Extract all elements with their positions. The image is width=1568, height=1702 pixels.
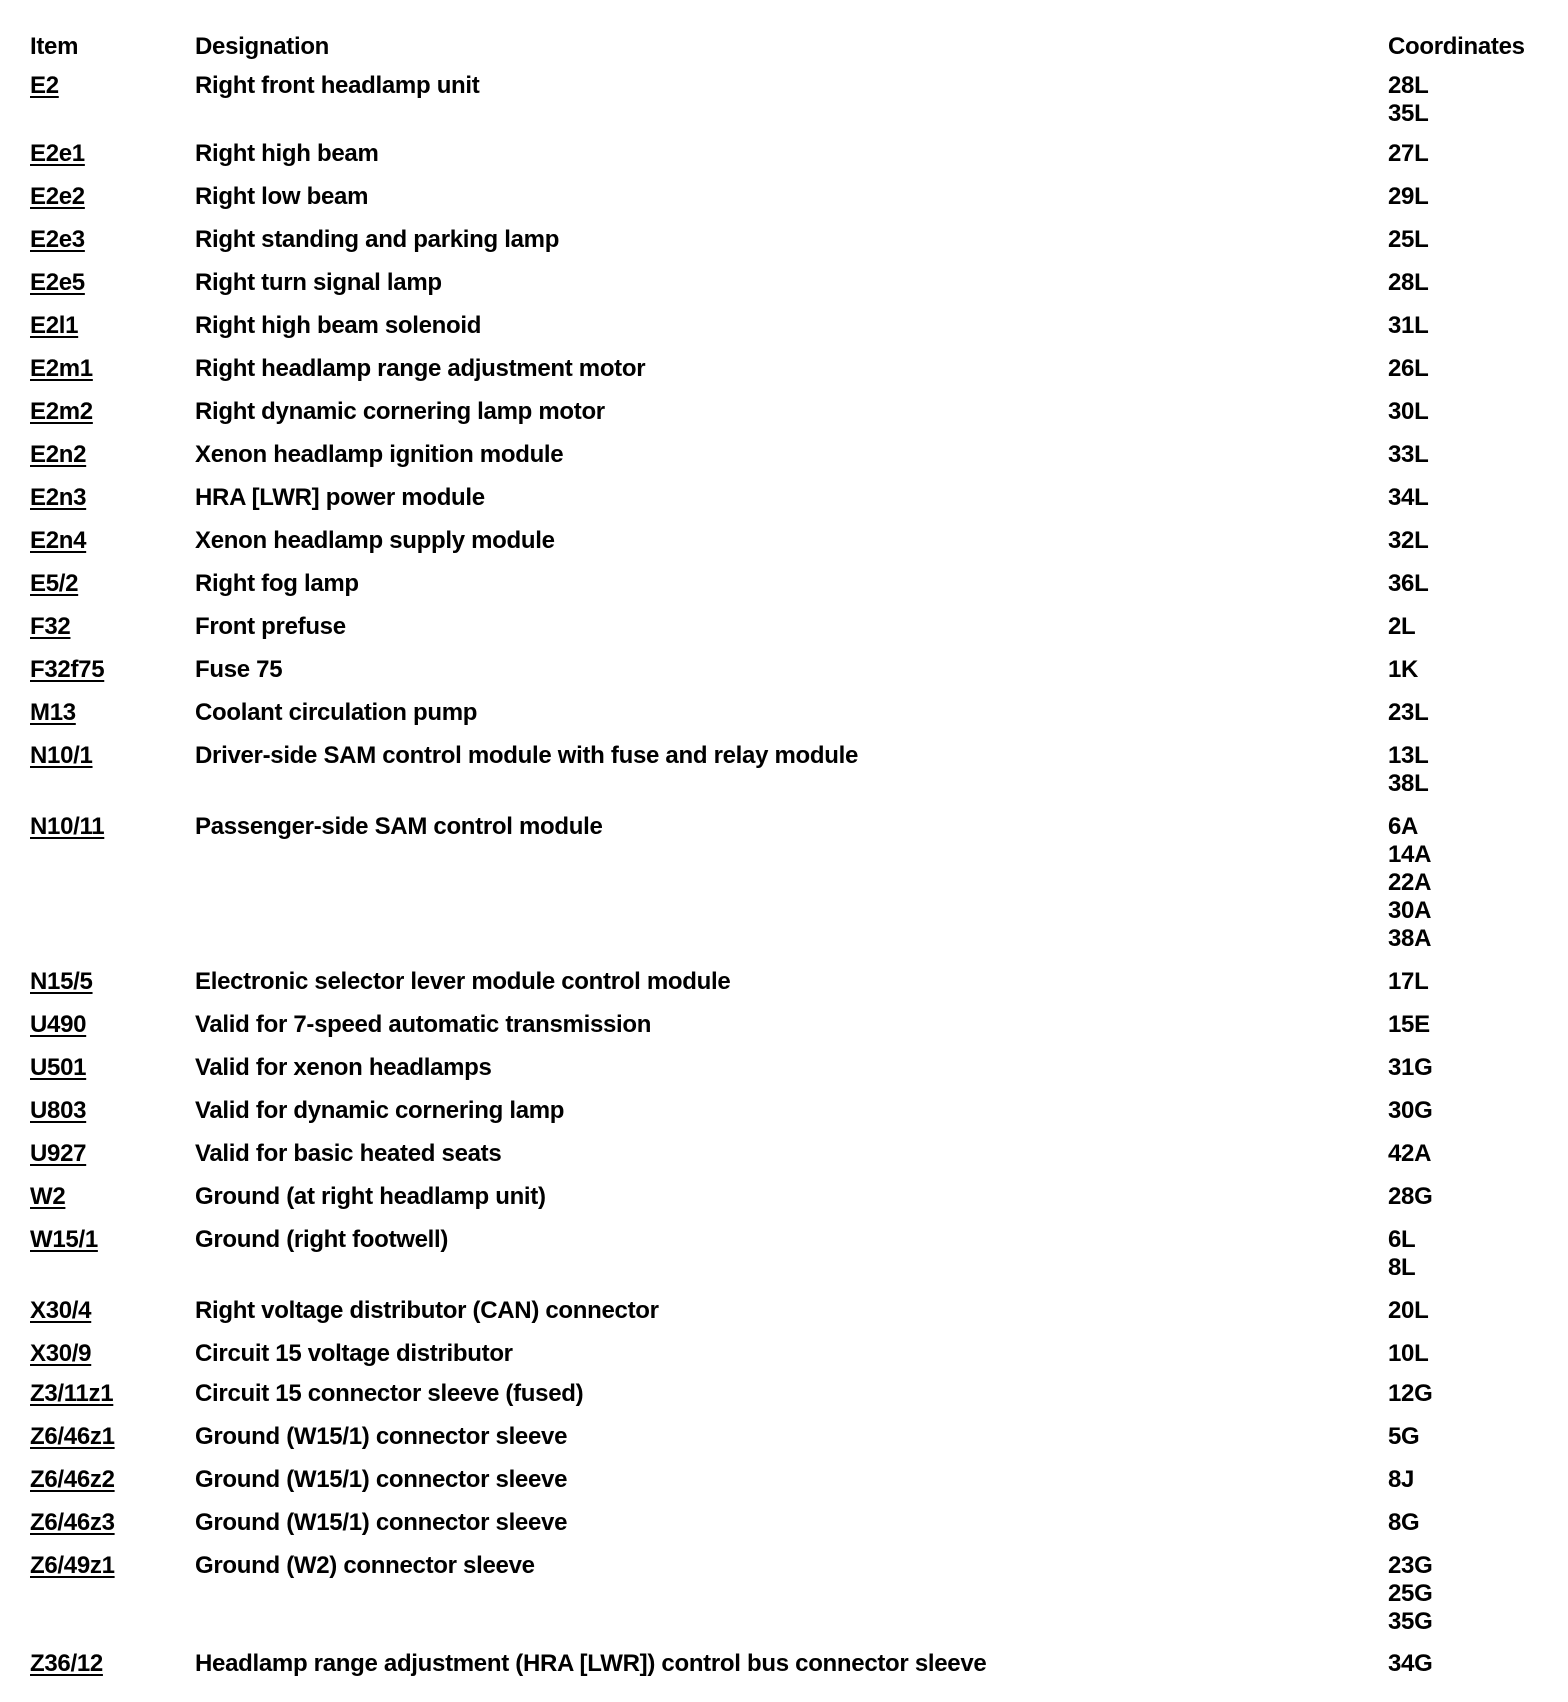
coordinates-cell bbox=[1388, 484, 1428, 512]
coordinate-value: 27L bbox=[1388, 140, 1429, 167]
coordinate-value: 28G bbox=[1388, 1183, 1433, 1210]
coordinate-value: 34G bbox=[1388, 1650, 1433, 1677]
designation-text: Xenon headlamp ignition module bbox=[195, 441, 564, 468]
item-link[interactable]: E2n4 bbox=[30, 527, 87, 554]
coordinates-cell bbox=[1388, 742, 1428, 798]
coordinates-cell bbox=[1388, 1340, 1428, 1368]
coordinates-cell bbox=[1388, 699, 1428, 727]
designation-text: Fuse 75 bbox=[195, 656, 283, 683]
item-link[interactable]: E2n3 bbox=[30, 484, 87, 511]
item-link[interactable]: U501 bbox=[30, 1054, 87, 1081]
item-link[interactable]: X30/9 bbox=[30, 1340, 92, 1367]
coordinate-value: 31G bbox=[1388, 1054, 1433, 1081]
designation-text: Xenon headlamp supply module bbox=[195, 527, 555, 554]
coordinate-value: 22A bbox=[1388, 869, 1432, 896]
coordinate-value: 8L bbox=[1388, 1254, 1416, 1281]
item-link[interactable]: Z6/49z1 bbox=[30, 1552, 115, 1579]
designation-text: Ground (W15/1) connector sleeve bbox=[195, 1466, 568, 1493]
item-link[interactable]: E2e2 bbox=[30, 183, 85, 210]
coordinate-value: 2L bbox=[1388, 613, 1416, 640]
coordinates-cell bbox=[1388, 441, 1428, 469]
item-link[interactable]: E2l1 bbox=[30, 312, 79, 339]
coordinates-cell bbox=[1388, 1297, 1428, 1325]
coordinate-value: 34L bbox=[1388, 484, 1429, 511]
coordinate-value: 10L bbox=[1388, 1340, 1429, 1367]
header-row bbox=[30, 33, 1540, 63]
coordinate-value: 8J bbox=[1388, 1466, 1415, 1493]
coordinate-value: 31L bbox=[1388, 312, 1429, 339]
coordinates-cell bbox=[1388, 140, 1428, 168]
item-link[interactable]: N15/5 bbox=[30, 968, 93, 995]
coordinate-value: 6A bbox=[1388, 813, 1419, 840]
coordinates-cell bbox=[1388, 613, 1415, 641]
designation-text: Right voltage distributor (CAN) connector bbox=[195, 1297, 659, 1324]
coordinates-cell bbox=[1388, 355, 1428, 383]
item-link[interactable]: E2m1 bbox=[30, 355, 93, 382]
designation-text: Circuit 15 voltage distributor bbox=[195, 1340, 513, 1367]
coordinate-value: 25G bbox=[1388, 1580, 1433, 1607]
designation-text: Electronic selector lever module control module bbox=[195, 968, 731, 995]
coordinates-cell bbox=[1388, 226, 1428, 254]
coordinates-cell bbox=[1388, 1054, 1432, 1082]
item-link[interactable]: X30/4 bbox=[30, 1297, 92, 1324]
coordinate-value: 38A bbox=[1388, 925, 1432, 952]
coordinates-cell bbox=[1388, 968, 1428, 996]
designation-text: Right turn signal lamp bbox=[195, 269, 442, 296]
coordinate-value: 36L bbox=[1388, 570, 1429, 597]
designation-text: Ground (W2) connector sleeve bbox=[195, 1552, 535, 1579]
item-link[interactable]: Z6/46z1 bbox=[30, 1423, 115, 1450]
coordinate-value: 33L bbox=[1388, 441, 1429, 468]
coordinate-value: 12G bbox=[1388, 1380, 1433, 1407]
designation-text: Valid for basic heated seats bbox=[195, 1140, 502, 1167]
coordinates-cell bbox=[1388, 1226, 1415, 1282]
coordinates-cell bbox=[1388, 813, 1431, 953]
header-coordinates: Coordinates bbox=[1388, 33, 1525, 60]
designation-text: Right fog lamp bbox=[195, 570, 359, 597]
coordinate-value: 23L bbox=[1388, 699, 1429, 726]
designation-text: HRA [LWR] power module bbox=[195, 484, 485, 511]
coordinates-cell bbox=[1388, 72, 1428, 128]
coordinates-cell bbox=[1388, 398, 1428, 426]
coordinates-cell bbox=[1388, 1509, 1419, 1537]
item-link[interactable]: F32f75 bbox=[30, 656, 105, 683]
designation-text: Circuit 15 connector sleeve (fused) bbox=[195, 1380, 584, 1407]
designation-text: Right high beam solenoid bbox=[195, 312, 482, 339]
designation-text: Valid for xenon headlamps bbox=[195, 1054, 492, 1081]
coordinate-value: 30L bbox=[1388, 398, 1429, 425]
coordinates-cell bbox=[1388, 1650, 1432, 1678]
coordinates-cell bbox=[1388, 527, 1428, 555]
coordinate-value: 20L bbox=[1388, 1297, 1429, 1324]
coordinate-value: 29L bbox=[1388, 183, 1429, 210]
item-link[interactable]: W15/1 bbox=[30, 1226, 98, 1253]
designation-text: Front prefuse bbox=[195, 613, 346, 640]
coordinates-cell bbox=[1388, 1011, 1430, 1039]
designation-text: Coolant circulation pump bbox=[195, 699, 478, 726]
item-link[interactable]: E2e3 bbox=[30, 226, 85, 253]
coordinate-value: 6L bbox=[1388, 1226, 1416, 1253]
coordinates-cell bbox=[1388, 1183, 1432, 1211]
item-link[interactable]: W2 bbox=[30, 1183, 66, 1210]
item-link[interactable]: E2m2 bbox=[30, 398, 93, 425]
coordinate-value: 5G bbox=[1388, 1423, 1420, 1450]
designation-text: Right dynamic cornering lamp motor bbox=[195, 398, 605, 425]
item-link[interactable]: N10/1 bbox=[30, 742, 93, 769]
coordinates-cell bbox=[1388, 1380, 1432, 1408]
designation-text: Ground (W15/1) connector sleeve bbox=[195, 1423, 568, 1450]
item-link[interactable]: U927 bbox=[30, 1140, 87, 1167]
header-item: Item bbox=[30, 33, 79, 60]
item-link[interactable]: E2e1 bbox=[30, 140, 85, 167]
coordinate-value: 25L bbox=[1388, 226, 1429, 253]
designation-text: Right headlamp range adjustment motor bbox=[195, 355, 646, 382]
header-designation: Designation bbox=[195, 33, 330, 60]
coordinate-value: 32L bbox=[1388, 527, 1429, 554]
coordinates-cell bbox=[1388, 570, 1428, 598]
coordinate-value: 28L bbox=[1388, 72, 1429, 99]
coordinates-cell bbox=[1388, 656, 1418, 684]
coordinates-cell bbox=[1388, 312, 1428, 340]
item-link[interactable]: Z3/11z1 bbox=[30, 1380, 114, 1407]
item-link[interactable]: U490 bbox=[30, 1011, 87, 1038]
item-link[interactable]: M13 bbox=[30, 699, 76, 726]
designation-text: Ground (right footwell) bbox=[195, 1226, 449, 1253]
item-link[interactable]: Z6/46z3 bbox=[30, 1509, 115, 1536]
designation-text: Valid for 7-speed automatic transmission bbox=[195, 1011, 652, 1038]
coordinates-cell bbox=[1388, 1097, 1432, 1125]
coordinates-cell bbox=[1388, 1423, 1419, 1451]
item-link[interactable]: U803 bbox=[30, 1097, 87, 1124]
coordinate-value: 38L bbox=[1388, 770, 1429, 797]
coordinate-value: 28L bbox=[1388, 269, 1429, 296]
coordinate-value: 17L bbox=[1388, 968, 1429, 995]
coordinate-value: 14A bbox=[1388, 841, 1432, 868]
coordinates-cell bbox=[1388, 1466, 1414, 1494]
designation-text: Headlamp range adjustment (HRA [LWR]) control bus connector sleeve bbox=[195, 1650, 987, 1677]
coordinate-value: 15E bbox=[1388, 1011, 1430, 1038]
coordinate-value: 23G bbox=[1388, 1552, 1433, 1579]
coordinate-value: 1K bbox=[1388, 656, 1419, 683]
coordinate-value: 30A bbox=[1388, 897, 1432, 924]
designation-text: Right standing and parking lamp bbox=[195, 226, 560, 253]
item-link[interactable]: Z36/12 bbox=[30, 1650, 103, 1677]
coordinate-value: 26L bbox=[1388, 355, 1429, 382]
coordinates-cell bbox=[1388, 1140, 1431, 1168]
coordinate-value: 8G bbox=[1388, 1509, 1420, 1536]
designation-text: Ground (at right headlamp unit) bbox=[195, 1183, 546, 1210]
item-link[interactable]: E2e5 bbox=[30, 269, 85, 296]
coordinates-cell bbox=[1388, 269, 1428, 297]
designation-text: Driver-side SAM control module with fuse and relay module bbox=[195, 742, 859, 769]
coordinate-value: 35G bbox=[1388, 1608, 1433, 1635]
designation-text: Right high beam bbox=[195, 140, 379, 167]
designation-text: Valid for dynamic cornering lamp bbox=[195, 1097, 565, 1124]
coordinate-value: 35L bbox=[1388, 100, 1429, 127]
item-link[interactable]: Z6/46z2 bbox=[30, 1466, 115, 1493]
item-link[interactable]: E2n2 bbox=[30, 441, 87, 468]
item-link[interactable]: F32 bbox=[30, 613, 71, 640]
designation-text: Ground (W15/1) connector sleeve bbox=[195, 1509, 568, 1536]
item-link[interactable]: E2 bbox=[30, 72, 59, 99]
item-link[interactable]: E5/2 bbox=[30, 570, 79, 597]
coordinates-cell bbox=[1388, 183, 1428, 211]
coordinate-value: 42A bbox=[1388, 1140, 1432, 1167]
designation-text: Right low beam bbox=[195, 183, 369, 210]
designation-text: Right front headlamp unit bbox=[195, 72, 480, 99]
designation-text: Passenger-side SAM control module bbox=[195, 813, 603, 840]
coordinate-value: 13L bbox=[1388, 742, 1429, 769]
item-link[interactable]: N10/11 bbox=[30, 813, 105, 840]
coordinate-value: 30G bbox=[1388, 1097, 1433, 1124]
coordinates-cell bbox=[1388, 1552, 1432, 1636]
